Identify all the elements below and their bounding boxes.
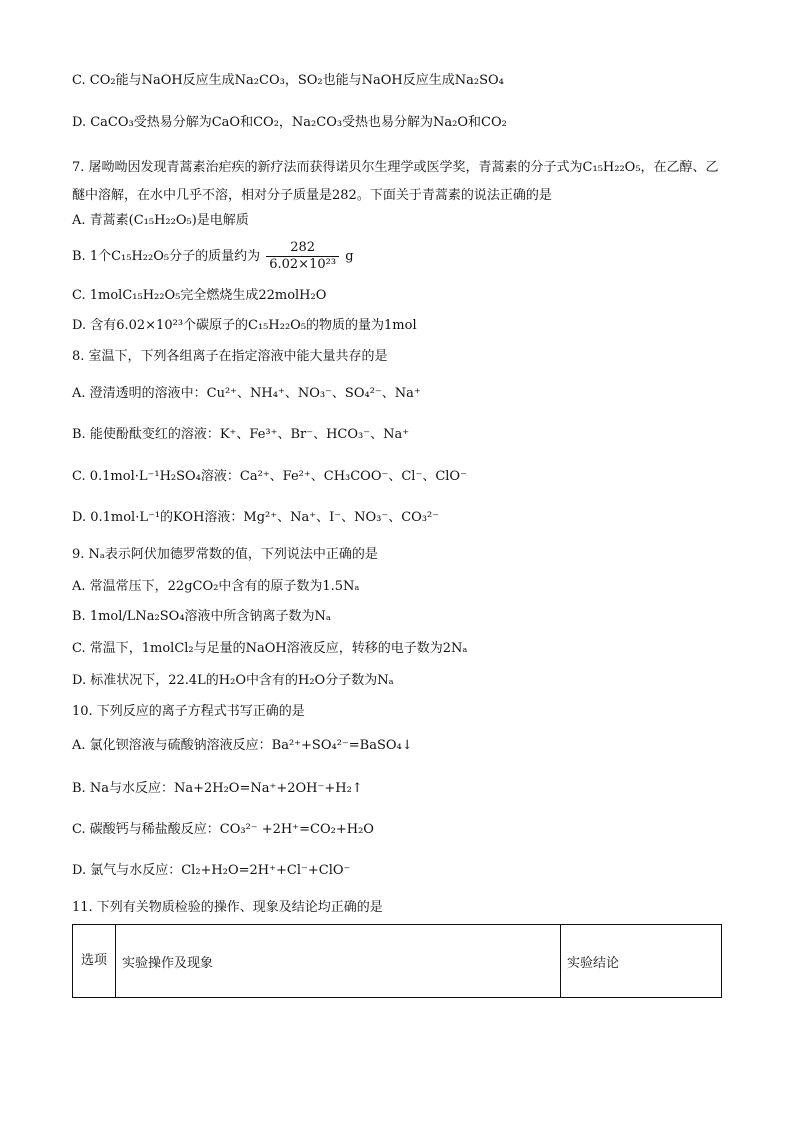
q8-option-c: C. 0.1mol·L⁻¹H₂SO₄溶液：Ca²⁺、Fe²⁺、CH₃COO⁻、Cl⁻、ClO⁻ xyxy=(72,469,467,484)
q9-option-a: A. 常温常压下，22gCO₂中含有的原子数为1.5Nₐ xyxy=(72,579,360,594)
q7-option-c: C. 1molC₁₅H₂₂O₅完全燃烧生成22molH₂O xyxy=(72,288,327,303)
q7b-numerator: 282 xyxy=(266,240,339,257)
q10-option-a: A. 氯化钡溶液与硫酸钠溶液反应：Ba²⁺+SO₄²⁻=BaSO₄↓ xyxy=(72,738,413,753)
table-header-conclusion: 实验结论 xyxy=(561,925,722,998)
q11-table xyxy=(72,924,722,998)
q7-option-b xyxy=(72,240,354,273)
q10-option-b: B. Na与水反应：Na+2H₂O=Na⁺+2OH⁻+H₂↑ xyxy=(72,781,363,796)
q9-option-d: D. 标准状况下，22.4L的H₂O中含有的H₂O分子数为Nₐ xyxy=(72,673,394,688)
q9-option-b: B. 1mol/LNa₂SO₄溶液中所含钠离子数为Nₐ xyxy=(72,609,331,624)
q8-option-a: A. 澄清透明的溶液中：Cu²⁺、NH₄⁺、NO₃⁻、SO₄²⁻、Na⁺ xyxy=(72,386,421,401)
table-header-row xyxy=(73,925,722,998)
question-11: 11. 下列有关物质检验的操作、现象及结论均正确的是 xyxy=(72,900,383,915)
q10-option-d: D. 氯气与水反应：Cl₂+H₂O=2H⁺+Cl⁻+ClO⁻ xyxy=(72,863,351,878)
question-10: 10. 下列反应的离子方程式书写正确的是 xyxy=(72,704,305,719)
q7-option-a: A. 青蒿素(C₁₅H₂₂O₅)是电解质 xyxy=(72,213,249,228)
q6-option-c: C. CO₂能与NaOH反应生成Na₂CO₃，SO₂也能与NaOH反应生成Na₂SO₄ xyxy=(72,73,504,88)
q9-option-c: C. 常温下，1molCl₂与足量的NaOH溶液反应，转移的电子数为2Nₐ xyxy=(72,641,468,656)
q8-option-b: B. 能使酚酞变红的溶液：K⁺、Fe³⁺、Br⁻、HCO₃⁻、Na⁺ xyxy=(72,427,410,442)
question-8: 8. 室温下，下列各组离子在指定溶液中能大量共存的是 xyxy=(72,349,388,364)
q7b-unit: g xyxy=(345,249,354,264)
q7b-text: B. 1个C₁₅H₂₂O₅分子的质量约为 xyxy=(72,249,261,264)
question-7: 7. 屠呦呦因发现青蒿素治疟疾的新疗法而获得诺贝尔生理学或医学奖，青蒿素的分子式为C₁₅H₂₂O₅，在乙醇、乙醚中溶解，在水中几乎不溶，相对分子质量是282。下面关于青蒿素的说法正确的是 xyxy=(72,160,719,203)
q8-option-d: D. 0.1mol·L⁻¹的KOH溶液：Mg²⁺、Na⁺、I⁻、NO₃⁻、CO₃²⁻ xyxy=(72,510,440,525)
q10-option-c: C. 碳酸钙与稀盐酸反应：CO₃²⁻ +2H⁺=CO₂+H₂O xyxy=(72,822,374,837)
q7b-fraction xyxy=(266,240,339,273)
table-header-option: 选项 xyxy=(73,925,116,998)
q6-option-d: D. CaCO₃受热易分解为CaO和CO₂，Na₂CO₃受热也易分解为Na₂O和CO₂ xyxy=(72,115,507,130)
table-header-operation: 实验操作及现象 xyxy=(116,925,561,998)
question-9: 9. Nₐ表示阿伏加德罗常数的值，下列说法中正确的是 xyxy=(72,547,378,562)
q7-option-d: D. 含有6.02×10²³个碳原子的C₁₅H₂₂O₅的物质的量为1mol xyxy=(72,318,417,333)
q7b-denominator: 6.02×10²³ xyxy=(269,257,337,272)
